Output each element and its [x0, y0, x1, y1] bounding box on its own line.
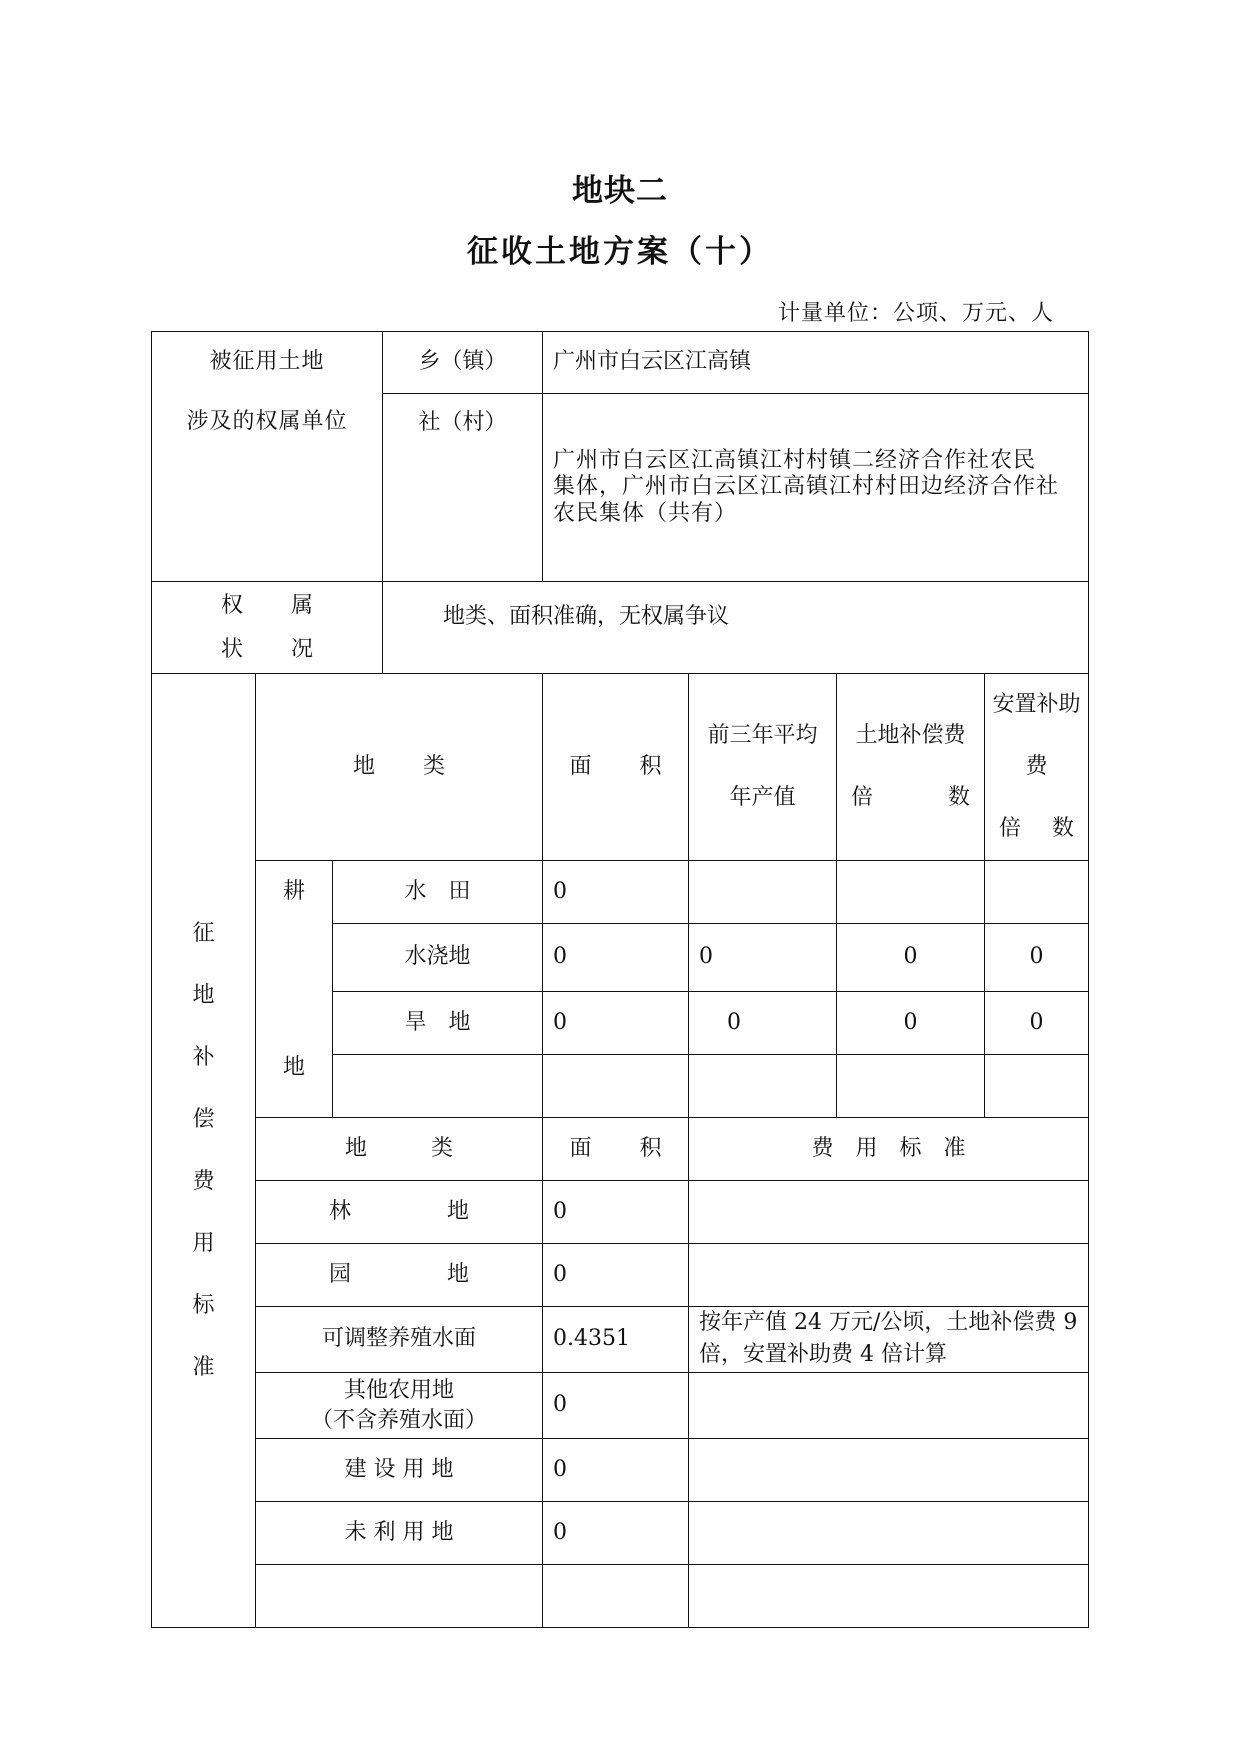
land-comp-header-a: 倍 [851, 785, 874, 810]
unused-area-cell [543, 1502, 689, 1565]
village-label-cell [383, 394, 543, 582]
forest-area: 0 [553, 1198, 568, 1224]
blank-standard-cell [689, 1565, 1089, 1628]
cultivated-label-bottom: 地 [282, 1055, 305, 1081]
other-area-cell [543, 1244, 689, 1307]
land-acquisition-table [151, 331, 1089, 1628]
cultivated-resettle-mult-cell [985, 924, 1089, 992]
village-value-cell [543, 394, 1089, 582]
land-comp-header-b: 数 [948, 785, 971, 810]
cultivated-label-top: 耕 [282, 879, 305, 904]
other-type-cell [256, 1244, 543, 1307]
status-label-a2: 属 [291, 592, 314, 618]
land-type-header2-b: 类 [431, 1135, 454, 1161]
other-standard-cell [689, 1181, 1089, 1244]
cultivated-land-mult: 0 [903, 1009, 918, 1035]
avg-output-header-line1: 前三年平均 [707, 723, 818, 748]
blank-area-cell [543, 1565, 689, 1628]
area-header-b: 积 [639, 753, 662, 779]
cultivated-resettle-mult: 0 [1029, 1009, 1044, 1035]
area-header2-b: 积 [639, 1135, 662, 1161]
cultivated-area: 0 [553, 944, 568, 970]
status-label-b1: 状 [220, 636, 243, 662]
table-row [152, 1565, 1089, 1628]
village-value-line2: 集体，广州市白云区江高镇江村村田边经济合作社 [553, 474, 1060, 500]
cultivated-avg-cell [689, 924, 837, 992]
side-char-6: 用 [192, 1230, 215, 1256]
side-char-2: 地 [192, 982, 215, 1008]
construction-standard-cell [689, 1439, 1089, 1502]
other-type-cell [256, 1181, 543, 1244]
resettle-header-a: 倍 [999, 816, 1022, 841]
other-area-cell [543, 1181, 689, 1244]
ownership-unit-label-cell [152, 332, 383, 582]
aquaculture-standard-cell [689, 1307, 1089, 1373]
cultivated-type: 水浇地 [404, 944, 471, 970]
other-agri-area-cell [543, 1373, 689, 1439]
garden-area: 0 [553, 1261, 568, 1287]
document-subtitle: 征收土地方案（十） [467, 234, 773, 270]
construction-area-cell [543, 1439, 689, 1502]
unused-area: 0 [553, 1519, 568, 1545]
standard-header-cell [689, 1118, 1089, 1181]
forest-type-b: 地 [447, 1198, 470, 1224]
table-row [152, 1244, 1089, 1307]
cultivated-resettle-mult: 0 [1029, 944, 1044, 970]
land-type-header-b: 类 [423, 753, 446, 779]
cultivated-type: 水 田 [404, 878, 471, 904]
other-agri-type-cell [256, 1373, 543, 1439]
garden-type-b: 地 [447, 1261, 470, 1287]
area-header-cell [543, 674, 689, 861]
cultivated-land-mult: 0 [903, 944, 918, 970]
town-label-cell [383, 332, 543, 394]
ownership-status-value: 地类、面积准确，无权属争议 [443, 604, 730, 629]
cultivated-land-mult-cell [837, 861, 985, 924]
side-char-3: 补 [192, 1044, 215, 1070]
cultivated-land-mult-cell [837, 992, 985, 1055]
compensation-side-label [152, 903, 255, 1399]
village-label: 社（村） [418, 410, 507, 435]
land-type-header-cell [256, 674, 543, 861]
construction-type-cell [256, 1439, 543, 1502]
cultivated-type-cell [333, 1055, 543, 1118]
village-value-line1: 广州市白云区江高镇江村村镇二经济合作社农民 [553, 447, 1037, 473]
standard-header: 费 用 标 准 [811, 1135, 966, 1161]
table-row [152, 1181, 1089, 1244]
resettle-header-line1: 安置补助费 [992, 692, 1081, 779]
other-agri-type-line2: （不含养殖水面） [311, 1407, 488, 1433]
side-char-4: 偿 [192, 1106, 215, 1132]
blank-type-cell [256, 1565, 543, 1628]
ownership-status-label-cell [152, 582, 383, 674]
cultivated-land-mult-cell [837, 924, 985, 992]
land-type-header2-a: 地 [344, 1135, 367, 1161]
cultivated-avg: 0 [727, 1009, 742, 1035]
ownership-label-line1: 被征用土地 [209, 349, 325, 374]
town-label: 乡（镇） [418, 349, 507, 375]
document-title: 地块二 [572, 173, 668, 209]
resettle-header-b: 数 [1052, 816, 1075, 841]
cultivated-area-cell [543, 1055, 689, 1118]
aquaculture-standard-line1: 按年产值 24 万元/公顷，土地补偿费 9 [699, 1310, 1078, 1335]
side-char-5: 费 [192, 1168, 215, 1194]
cultivated-avg-cell [689, 861, 837, 924]
avg-output-header-cell [689, 674, 837, 861]
cultivated-type: 旱 地 [404, 1009, 471, 1035]
table-row [152, 861, 1089, 924]
unused-type: 未 利 用 地 [344, 1519, 454, 1545]
cultivated-area-cell [543, 992, 689, 1055]
aquaculture-standard-line2: 倍，安置补助费 4 倍计算 [699, 1342, 947, 1367]
cultivated-land-mult-cell [837, 1055, 985, 1118]
construction-type: 建 设 用 地 [344, 1456, 454, 1482]
table-row [152, 1439, 1089, 1502]
other-agri-area: 0 [553, 1392, 568, 1418]
garden-type-a: 园 [328, 1261, 351, 1287]
aquaculture-area-cell [543, 1307, 689, 1373]
cultivated-avg: 0 [699, 944, 714, 970]
ownership-status-value-cell [383, 582, 1089, 674]
area-header2-a: 面 [569, 1135, 592, 1161]
cultivated-area-cell [543, 924, 689, 992]
resettle-header-cell [985, 674, 1089, 861]
table-row [152, 1502, 1089, 1565]
aquaculture-type-cell [256, 1307, 543, 1373]
land-type-header2-cell [256, 1118, 543, 1181]
side-char-8: 准 [192, 1354, 215, 1380]
status-label-a1: 权 [220, 592, 243, 618]
status-label-b2: 况 [291, 636, 314, 662]
other-agri-type-line1: 其他农用地 [344, 1377, 455, 1403]
cultivated-avg-cell [689, 992, 837, 1055]
aquaculture-type: 可调整养殖水面 [322, 1326, 477, 1352]
area-header-a: 面 [569, 753, 592, 779]
cultivated-type-cell [333, 861, 543, 924]
cultivated-label-cell [256, 861, 333, 1118]
cultivated-resettle-mult-cell [985, 992, 1089, 1055]
cultivated-area: 0 [553, 1009, 568, 1035]
cultivated-area-cell [543, 861, 689, 924]
forest-type-a: 林 [328, 1198, 351, 1224]
avg-output-header-line2: 年产值 [729, 785, 796, 810]
table-row [152, 1373, 1089, 1439]
land-comp-header-cell [837, 674, 985, 861]
area-header2-cell [543, 1118, 689, 1181]
table-row [152, 1307, 1089, 1373]
town-value-cell [543, 332, 1089, 394]
construction-area: 0 [553, 1456, 568, 1482]
cultivated-type-cell [333, 924, 543, 992]
compensation-side-label-cell [152, 674, 256, 1628]
measurement-unit: 计量单位：公项、万元、人 [777, 301, 1054, 326]
cultivated-avg-cell [689, 1055, 837, 1118]
land-comp-header-line1: 土地补偿费 [855, 723, 966, 748]
ownership-label-line2: 涉及的权属单位 [186, 409, 348, 434]
other-agri-standard-cell [689, 1373, 1089, 1439]
other-standard-cell [689, 1244, 1089, 1307]
cultivated-type-cell [333, 992, 543, 1055]
village-value-line3: 农民集体（共有） [553, 500, 738, 526]
town-value: 广州市白云区江高镇 [553, 349, 752, 375]
side-char-1: 征 [192, 920, 215, 946]
side-char-7: 标 [192, 1292, 215, 1318]
land-type-header-a: 地 [352, 753, 375, 779]
unused-type-cell [256, 1502, 543, 1565]
unused-standard-cell [689, 1502, 1089, 1565]
aquaculture-area: 0.4351 [553, 1326, 630, 1352]
cultivated-resettle-mult-cell [985, 861, 1089, 924]
cultivated-area: 0 [553, 878, 568, 904]
cultivated-resettle-mult-cell [985, 1055, 1089, 1118]
